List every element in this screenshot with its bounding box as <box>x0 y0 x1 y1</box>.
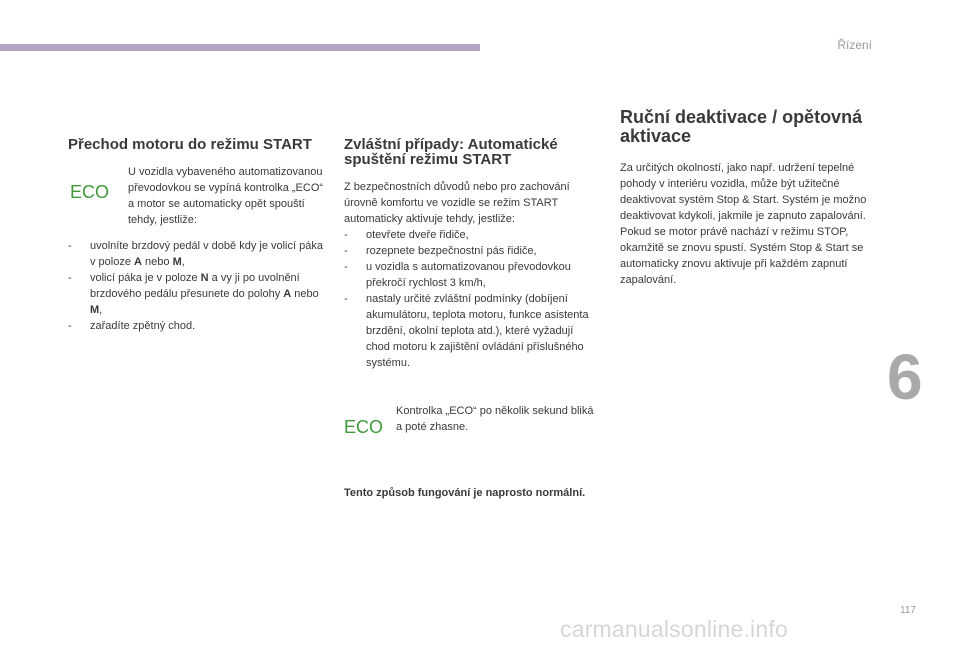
eco-icon-label: ECO <box>70 182 110 202</box>
section-title-start: Přechod motoru do režimu START <box>68 136 312 153</box>
list-item: - zařadíte zpětný chod. <box>68 318 326 334</box>
column-start-mode <box>68 137 326 334</box>
chapter-number: 6 <box>887 341 923 413</box>
eco-icon-label: ECO <box>344 417 384 437</box>
eco-indicator-block <box>344 403 600 437</box>
column-special-cases <box>344 137 600 501</box>
section-title-manual-deactivation: Ruční deaktivace / opětovná aktivace <box>620 107 863 146</box>
page-number: 117 <box>900 605 916 616</box>
special-cases-intro: Z bezpečnostních důvodů nebo pro zachování úrovně komfortu ve vozidle se režim START automaticky aktivuje tehdy, jestliže: <box>344 181 570 225</box>
section-title-special-cases: Zvláštní případy: Automatické spuštění režimu START <box>344 136 558 168</box>
list-item: - volicí páka je v poloze N a vy ji po uvolnění brzdového pedálu přesunete do polohy A nebo M, <box>68 270 326 318</box>
list-item: - rozepnete bezpečnostní pás řidiče, <box>344 243 600 259</box>
watermark: carmanualsonline.info <box>560 616 788 642</box>
eco-indicator-text: U vozidla vybaveného automatizovanou převodovkou se vypíná kontrolka „ECO“ a motor se automaticky opět spouští tehdy, jestliže: <box>128 166 324 226</box>
list-item: - uvolníte brzdový pedál v době kdy je volicí páka v poloze A nebo M, <box>68 238 326 270</box>
normal-operation-note: Tento způsob fungování je naprosto normální. <box>344 487 586 499</box>
header-accent-bar <box>0 44 480 51</box>
eco-indicator-icon <box>70 182 112 202</box>
column-manual-deactivation <box>620 108 882 288</box>
list-item: - u vozidla s automatizovanou převodovkou překročí rychlost 3 km/h, <box>344 259 600 291</box>
auto-start-list <box>344 227 600 371</box>
eco-indicator-icon <box>344 417 386 437</box>
manual-deactivation-body: Za určitých okolností, jako např. udržení tepelné pohody v interiéru vozidla, může být užitečné deaktivovat systém Stop & Start. Systém je možno deaktivovat kdykoli, jakmile je zapnuto zapalování. Pokud se motor právě nachází v režimu STOP, okamžitě se znovu spustí. Systém Stop & Start se automaticky znovu aktivuje při každém zapnutí zapalování. <box>620 162 867 286</box>
list-item: - nastaly určité zvláštní podmínky (dobíjení akumulátoru, teplota motoru, funkce asistenta brzdění, okolní teplota atd.), které vyžadují chod motoru k zajištění ovládání příslušného systému. <box>344 291 600 371</box>
section-label: Řízení <box>837 38 872 52</box>
eco-indicator-text: Kontrolka „ECO“ po několik sekund bliká a poté zhasne. <box>396 405 594 433</box>
list-item: - otevřete dveře řidiče, <box>344 227 600 243</box>
start-conditions-list <box>68 238 326 334</box>
eco-indicator-block <box>68 164 326 228</box>
